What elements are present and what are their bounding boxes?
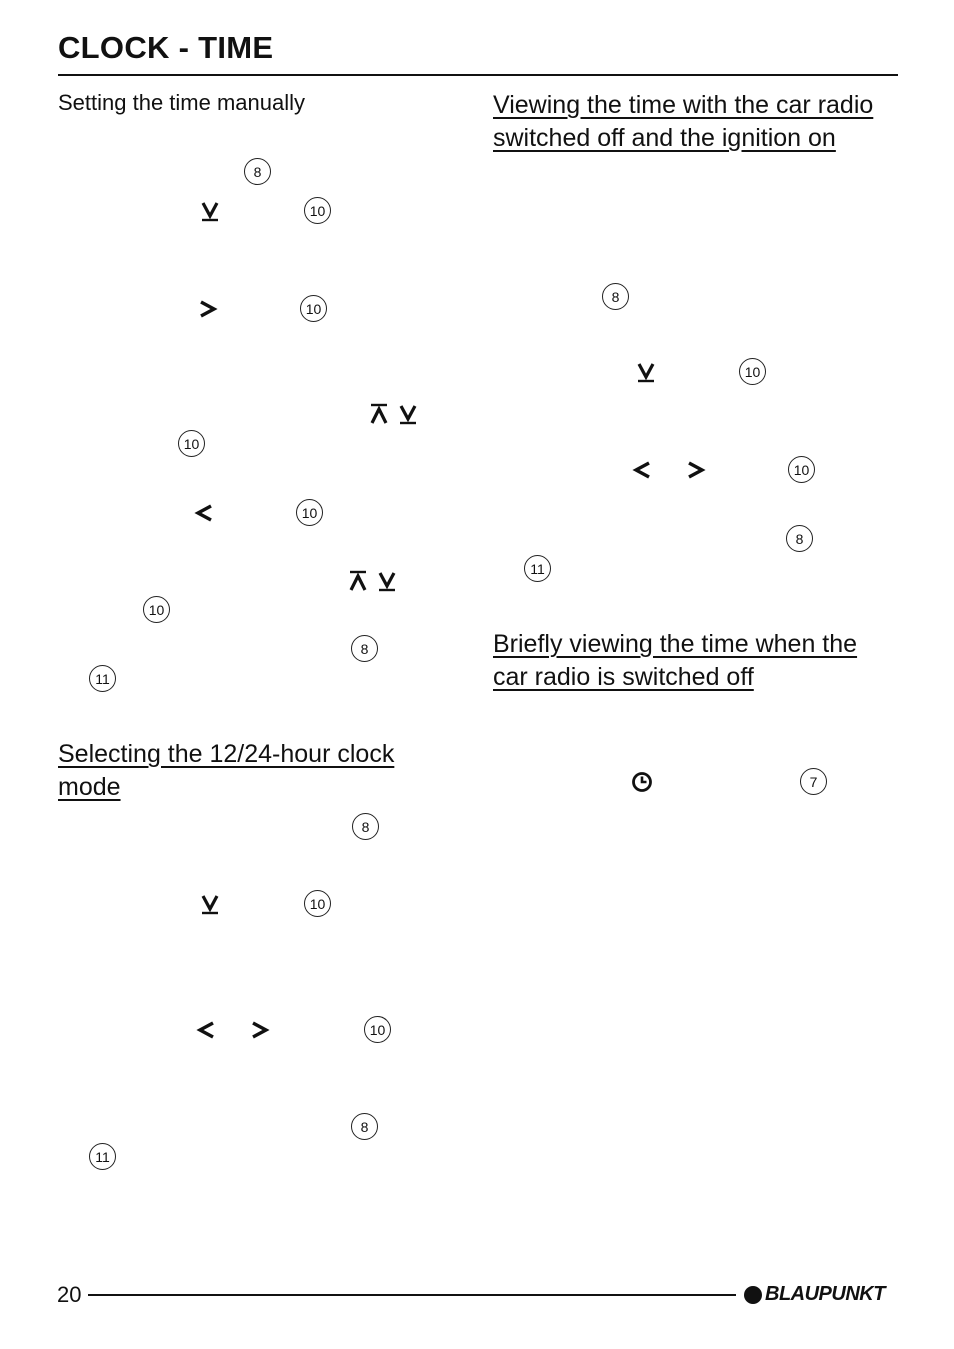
callout-11: 11 [524,555,551,582]
title-divider [58,74,898,76]
callout-10: 10 [364,1016,391,1043]
chevron-down-icon [199,200,221,222]
chevron-down-icon [199,893,221,915]
footer-divider [88,1294,736,1296]
heading-setting-time-manually: Setting the time manually [58,90,306,115]
callout-10: 10 [178,430,205,457]
chevron-down-icon [397,403,419,425]
page-title: CLOCK - TIME [58,30,274,65]
callout-8: 8 [244,158,271,185]
callout-8: 8 [786,525,813,552]
callout-10: 10 [739,358,766,385]
chevron-right-icon [249,1019,271,1041]
callout-10: 10 [788,456,815,483]
callout-8: 8 [351,1113,378,1140]
chevron-left-icon [631,459,653,481]
callout-11: 11 [89,665,116,692]
heading-briefly-viewing: Briefly viewing the time when the car radio is switched off [493,630,858,691]
chevron-left-icon [193,502,215,524]
logo-dot-icon [744,1286,762,1304]
callout-8: 8 [351,635,378,662]
callout-8: 8 [352,813,379,840]
chevron-up-icon [368,403,390,425]
heading-ignition-on: Viewing the time with the car radio switched off and the ignition on [493,91,874,152]
clock-icon [631,771,653,793]
callout-10: 10 [304,197,331,224]
heading-clock-mode: Selecting the 12/24-hour clock mode [58,740,395,801]
chevron-down-icon [376,570,398,592]
brand-logo [744,1283,885,1306]
chevron-left-icon [195,1019,217,1041]
callout-7: 7 [800,768,827,795]
callout-10: 10 [300,295,327,322]
callout-10: 10 [143,596,170,623]
callout-8: 8 [602,283,629,310]
chevron-down-icon [635,361,657,383]
chevron-up-icon [347,570,369,592]
callout-10: 10 [296,499,323,526]
brand-name: BLAUPUNKT [765,1283,885,1305]
chevron-right-icon [685,459,707,481]
callout-10: 10 [304,890,331,917]
callout-11: 11 [89,1143,116,1170]
page-number: 20 [57,1282,82,1307]
chevron-right-icon [197,298,219,320]
